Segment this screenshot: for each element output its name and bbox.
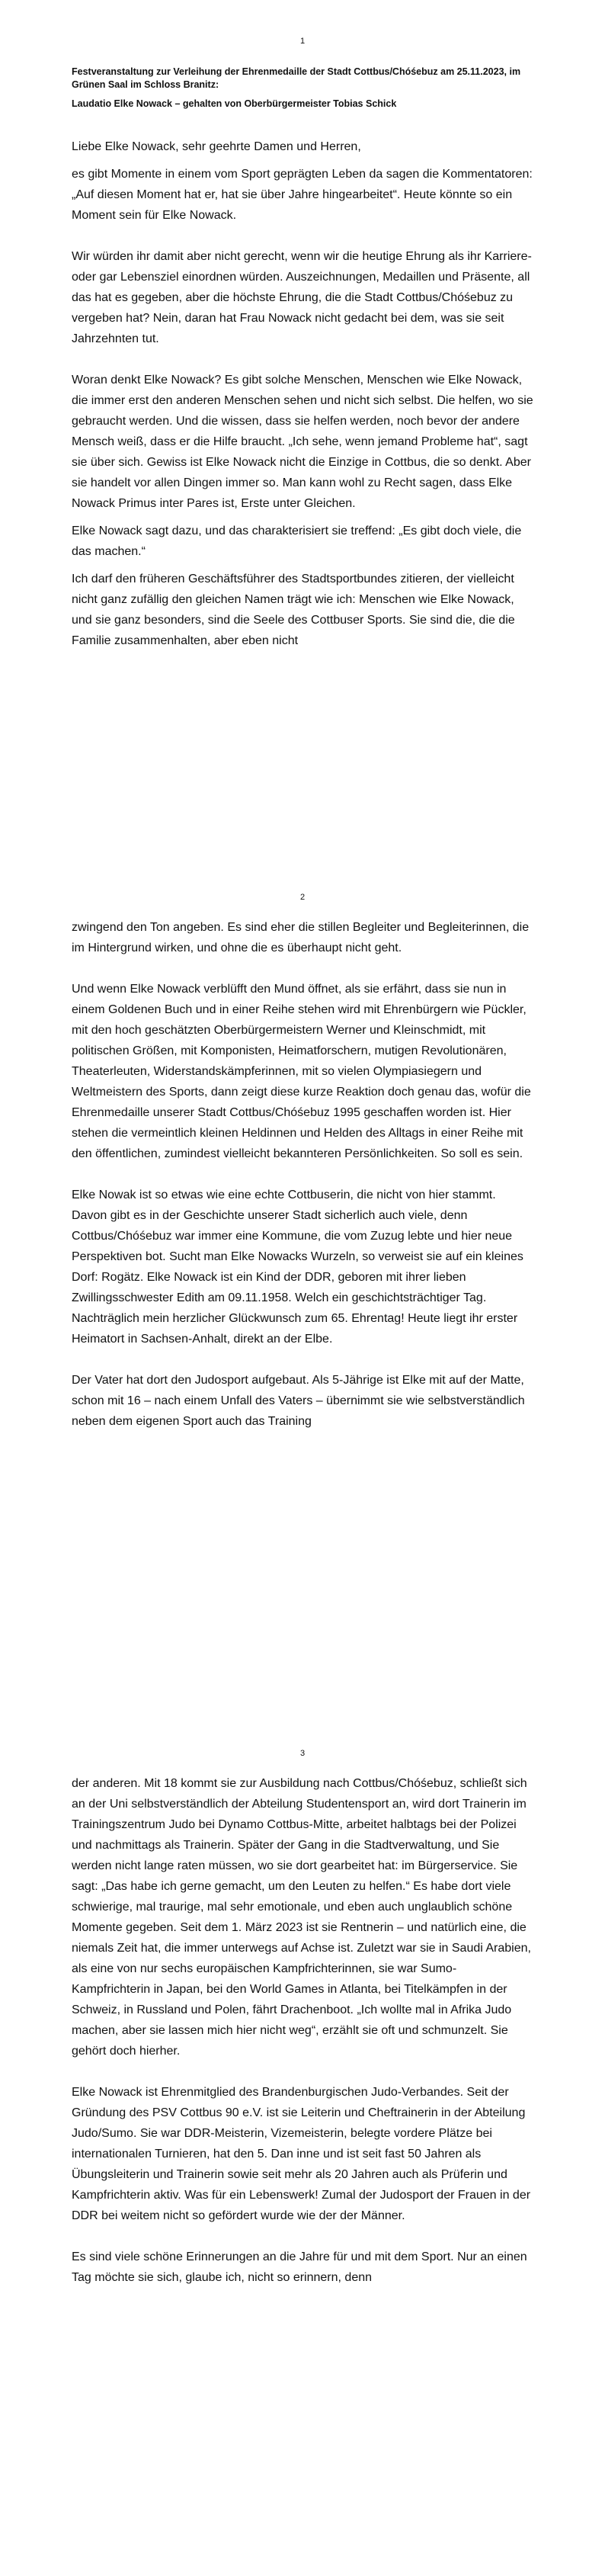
laudatio-subtitle: Laudatio Elke Nowack – gehalten von Oberbürgermeister Tobias Schick [72,98,397,109]
page-content [72,917,533,1432]
paragraph: Es sind viele schöne Erinnerungen an die Jahre für und mit dem Sport. Nur an einen Tag möchte sie sich, glaube ich, nicht so erinnern, denn [72,2250,527,2284]
paragraph: es gibt Momente in einem vom Sport geprägten Leben da sagen die Kommentatoren: „Auf diesen Moment hat er, hat sie über Jahre hingearbeitet“. Heute könnte so ein Moment sein für Elke Nowack. [72,168,533,222]
paragraph: Wir würden ihr damit aber nicht gerecht, wenn wir die heutige Ehrung als ihr Karriere- oder gar Lebensziel einordnen würden. Auszeichnungen, Medaillen und Präsente, all das hat es gegeben, aber die höchste Ehrung, die die Stadt Cottbus/Chóśebuz zu vergeben hat? Nein, daran hat Frau Nowack nicht gedacht bei dem, was sie seit Jahrzehnten tut. [72,250,532,345]
document-page-3 [0,1712,605,2568]
paragraph: Woran denkt Elke Nowack? Es gibt solche Menschen, Menschen wie Elke Nowack, die immer erst den anderen Menschen sehen und nicht sich selbst. Die helfen, wo sie gebraucht werden. Und die wissen, dass sie helfen werden, noch bevor der andere Mensch weiß, dass er die Hilfe braucht. „Ich sehe, wenn jemand Probleme hat“, sagt sie über sich. Gewiss ist Elke Nowack nicht die Einzige in Cottbus, die so denkt. Aber sie handelt vor allen Dingen immer so. Man kann wohl zu Recht sagen, dass Elke Nowack Primus inter Pares ist, Erste unter Gleichen. [72,374,533,510]
page-number: 1 [299,37,306,46]
paragraph: Ich darf den früheren Geschäftsführer des Stadtsportbundes zitieren, der vielleicht nicht ganz zufällig den gleichen Namen trägt wie ich: Menschen wie Elke Nowack, und sie ganz besonders, sind die Seele des Cottbuser Sports. Sie sind die, die die Familie zusammenhalten, aber eben nicht [72,573,515,647]
page-content [72,66,533,651]
paragraph: Liebe Elke Nowack, sehr geehrte Damen und Herren, [72,140,361,153]
paragraph: Und wenn Elke Nowack verblüfft den Mund öffnet, als sie erfährt, dass sie nun in einem Goldenen Buch und in einer Reihe stehen wird mit Ehrenbürgern wie Pückler, mit den hoch geschätzten Oberbürgermeistern Werner und Kleinschmidt, mit politischen Größen, mit Komponisten, Heimatforschern, mutigen Revolutionären, Theaterleuten, Widerstandskämpferinnen, mit so vielen Olympiasiegern und Weltmeistern des Sports, dann zeigt diese kurze Reaktion doch genau das, wofür die Ehrenmedaille unserer Stadt Cottbus/Chóśebuz 1995 geschaffen worden ist. Hier stehen die vermeintlich kleinen Heldinnen und Helden des Alltags in einer Reihe mit den öffentlichen, zumindest vielleicht bekannteren Persönlichkeiten. So soll es sein. [72,983,531,1160]
document-page-2 [0,856,605,1712]
event-title: Festveranstaltung zur Verleihung der Ehrenmedaille der Stadt Cottbus/Chóśebuz am 25.11.2023, im Grünen Saal im Schloss Branitz: [72,66,521,90]
page-number: 3 [299,1749,306,1758]
paragraph: Elke Nowack ist Ehrenmitglied des Brandenburgischen Judo-Verbandes. Seit der Gründung des PSV Cottbus 90 e.V. ist sie Leiterin und Cheftrainerin in der Abteilung Judo/Sumo. Sie war DDR-Meisterin, Vizemeisterin, belegte vordere Plätze bei internationalen Turnieren, hat den 5. Dan inne und ist seit fast 50 Jahren als Übungsleiterin und Trainerin sowie seit mehr als 20 Jahren auch als Prüferin und Kampfrichterin aktiv. Was für ein Lebenswerk! Zumal der Judosport der Frauen in der DDR bei weitem nicht so gefördert wurde wie der der Männer. [72,2086,531,2222]
paragraph: der anderen. Mit 18 kommt sie zur Ausbildung nach Cottbus/Chóśebuz, schließt sich an der Uni selbstverständlich der Abteilung Studentensport an, wird dort Trainerin im Trainingszentrum Judo bei Dynamo Cottbus-Mitte, arbeitet halbtags bei der Polizei und nachmittags als Trainerin. Später der Gang in die Stadtverwaltung, und Sie werden nicht lange raten müssen, wo sie dort gearbeitet hat: im Bürgerservice. Sie sagt: „Das habe ich gerne gemacht, um den Leuten zu helfen.“ Es habe dort viele schwierige, mal traurige, mal sehr emotionale, und eben auch unglaublich schöne Momente gegeben. Seit dem 1. März 2023 ist sie Rentnerin – und natürlich eine, die niemals Zeit hat, die immer unterwegs auf Achse ist. Zuletzt war sie in Saudi Arabien, als eine von nur sechs europäischen Kampfrichterinnen, sie war Sumo-Kampfrichterin in Japan, bei den World Games in Atlanta, bei Titelkämpfen in der Schweiz, in Russland und Polen, fährt Drachenboot. „Ich wollte mal in Afrika Judo machen, aber sie lassen mich hier nicht weg“, erzählt sie oft und schmunzelt. Sie gehört doch hierher. [72,1777,531,2058]
paragraph: Elke Nowack sagt dazu, und das charakterisiert sie treffend: „Es gibt doch viele, die das machen.“ [72,525,522,558]
page-content [72,1773,533,2288]
paragraph: Elke Nowak ist so etwas wie eine echte Cottbuserin, die nicht von hier stammt. Davon gibt es in der Geschichte unserer Stadt sicherlich auch viele, denn Cottbus/Chóśebuz war immer eine Kommune, die vom Zuzug lebte und hier neue Perspektiven bot. Sucht man Elke Nowacks Wurzeln, so verweist sie auf ein kleines Dorf: Rogätz. Elke Nowack ist ein Kind der DDR, geboren mit ihrer lieben Zwillingsschwester Edith am 09.11.1958. Welch ein geschichtsträchtiger Tag. Nachträglich mein herzlicher Glückwunsch zum 65. Ehrentag! Heute liegt ihr erster Heimatort in Sachsen-Anhalt, direkt an der Elbe. [72,1189,523,1346]
page-number: 2 [299,893,306,902]
document-page-1 [0,0,605,856]
paragraph: zwingend den Ton angeben. Es sind eher die stillen Begleiter und Begleiterinnen, die im Hintergrund wirken, und ohne die es überhaupt nicht geht. [72,921,530,954]
paragraph: Der Vater hat dort den Judosport aufgebaut. Als 5-Jährige ist Elke mit auf der Matte, schon mit 16 – nach einem Unfall des Vaters – übernimmt sie wie selbstverständlich neben dem eigenen Sport auch das Training [72,1374,525,1428]
